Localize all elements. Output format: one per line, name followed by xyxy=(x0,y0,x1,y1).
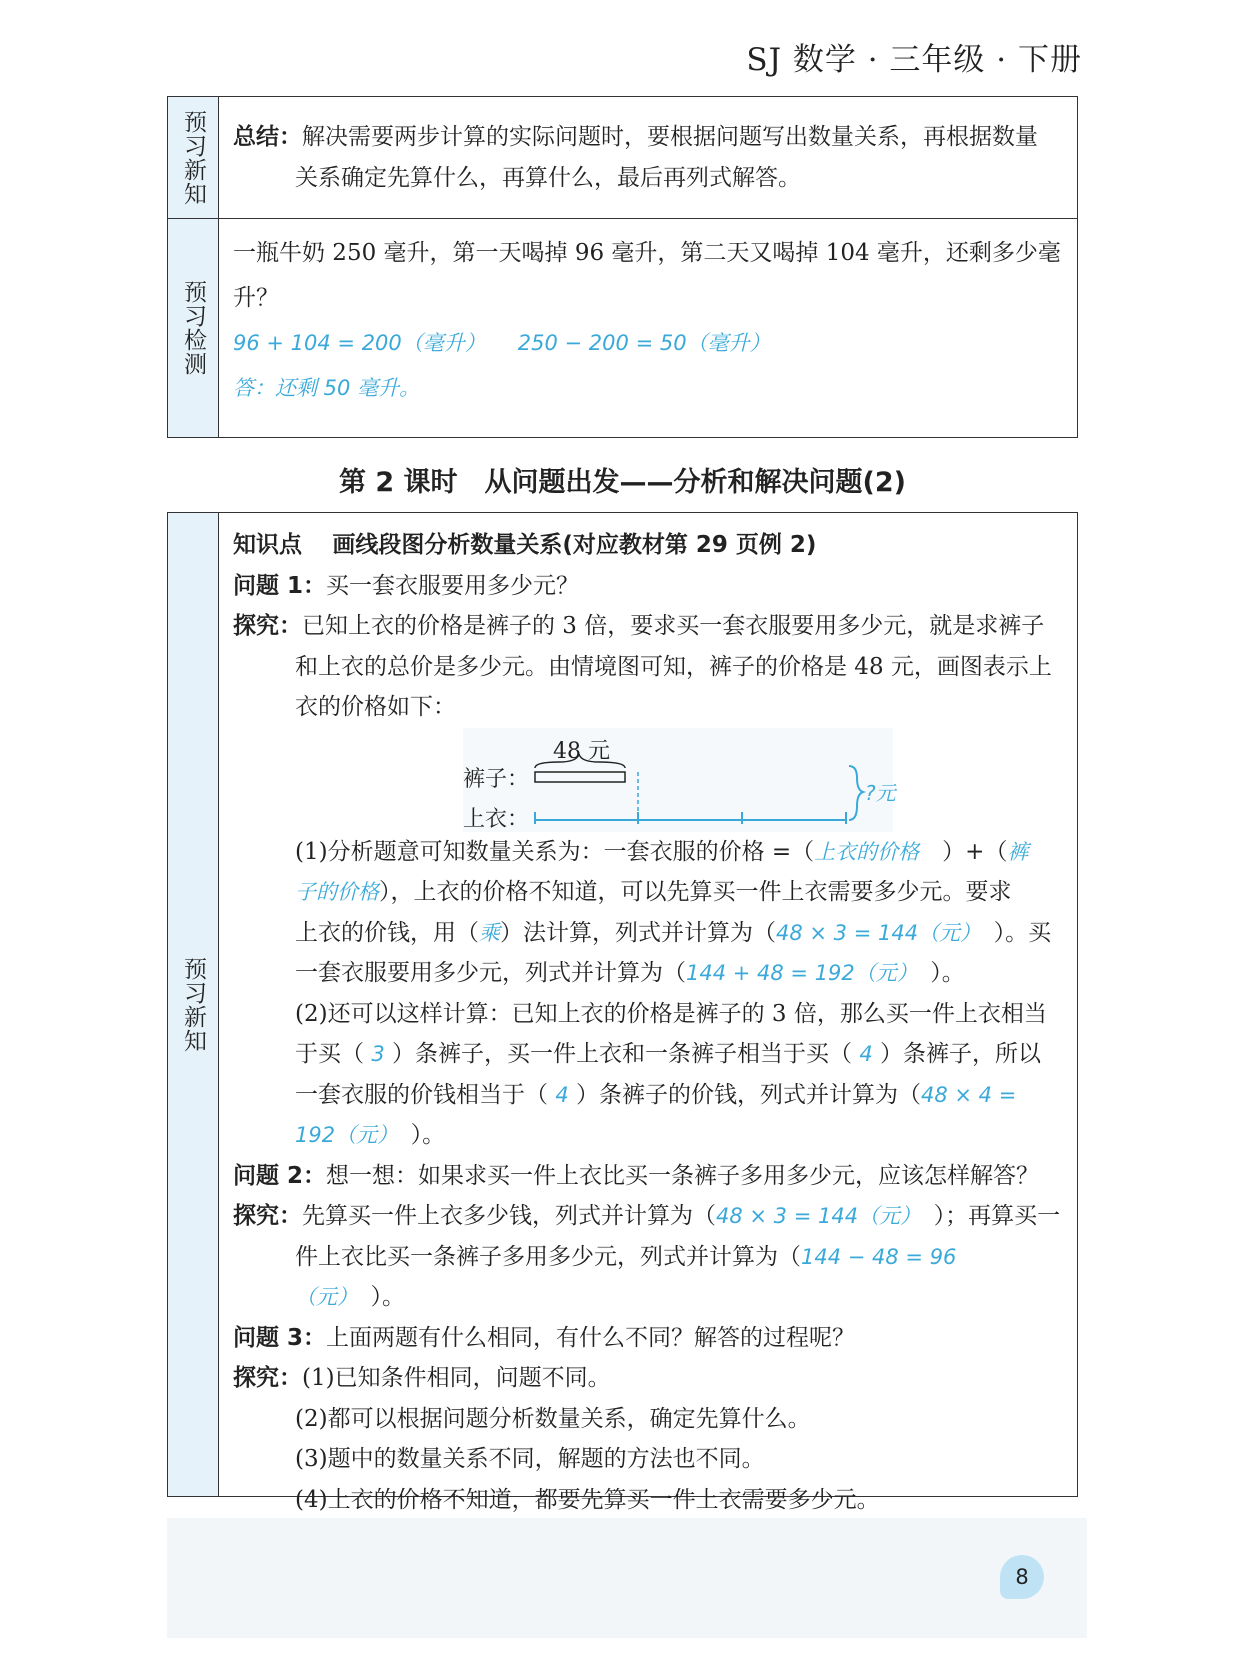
side-label: 预习新知 xyxy=(168,97,219,218)
side-label: 预习新知 xyxy=(168,513,219,1496)
check-answer-calc: 96 + 104 = 200（毫升） 250 − 200 = 50（毫升） xyxy=(233,331,771,355)
segment-diagram-svg xyxy=(233,728,1073,832)
check-row xyxy=(168,219,1077,437)
page-number-badge: 8 xyxy=(1000,1555,1044,1599)
footer-band xyxy=(167,1518,1087,1638)
preview-box-2 xyxy=(167,512,1078,1513)
summary-content: 总结：解决需要两步计算的实际问题时，要根据问题写出数量关系，再根据数量 关系确定先算什么，再算什么，最后再列式解答。 xyxy=(233,124,1038,191)
line-segment-diagram xyxy=(233,728,1065,832)
check-content xyxy=(219,219,1077,437)
page-header: SJ 数学 · 三年级 · 下册 xyxy=(746,42,1082,78)
pants-label: 裤子： xyxy=(463,766,530,792)
study-content: 知识点 画线段图分析数量关系(对应教材第 29 页例 2) 问题 1：买一套衣服要用多少元？ 探究：已知上衣的价格是裤子的 3 倍，要求买一套衣服要用多少元，就是求裤子 和上衣的总价是多少元。由情境图可知，裤子的价格是 48 元，画图表示上 衣的价格如下： 48 元 裤子： 上衣： ?元 (1)分析题意可知数量关系为：一套衣服的价格 =（上衣的价格 ）+（裤 子的价格），上衣的价格不知道，可以先算买一件上衣需要多少元。要求 上衣的价钱，用（乘）法计算，列式并计算为（48 × 3 = 144（元） ）。买 一套衣服要用多少元，列式并计算为（144 + 48 = 192（元） ）。 (2)还可以这样计算：已知上衣的价格是裤子的 3 倍，那么买一件上衣相当 于买（ 3 ）条裤子，买一件上衣和一条裤子相当于买（ 4 ）条裤子，所以 一套衣服的价钱相当于（ 4 ）条裤子的价钱，列式并计算为（48 × 4 = 192（元） ）。 问题 2：想一想：如果求买一件上衣比买一条裤子多用多少元，应该怎样解答？ 探究：先算买一件上衣多少钱，列式并计算为（48 × 3 = 144（元） ）；再算买一 件上衣比买一条裤子多用多少元，列式并计算为（144 − 48 = 96（元） ）。 问题 3：上面两题有什么相同，有什么不同？解答的过程呢？ 探究：(1)已知条件相同，问题不同。 (2)都可以根据问题分析数量关系，确定先算什么。 (3)题中的数量关系不同，解题的方法也不同。 (4)上衣的价格不知道，都要先算买一件上衣需要多少元。 xyxy=(219,513,1077,1496)
check-answer-final: 答：还剩 50 毫升。 xyxy=(233,376,421,400)
total-label: ?元 xyxy=(865,780,896,805)
lesson-title: 第 2 课时 从问题出发——分析和解决问题(2) xyxy=(338,467,907,498)
check-question: 一瓶牛奶 250 毫升，第一天喝掉 96 毫升，第二天又喝掉 104 毫升，还剩多少毫升？ xyxy=(233,240,1061,311)
preview-box-1 xyxy=(167,96,1078,438)
price-label: 48 元 xyxy=(553,738,610,764)
side-label: 预习检测 xyxy=(168,219,219,437)
summary-row xyxy=(168,97,1077,219)
coat-label: 上衣： xyxy=(463,806,530,832)
